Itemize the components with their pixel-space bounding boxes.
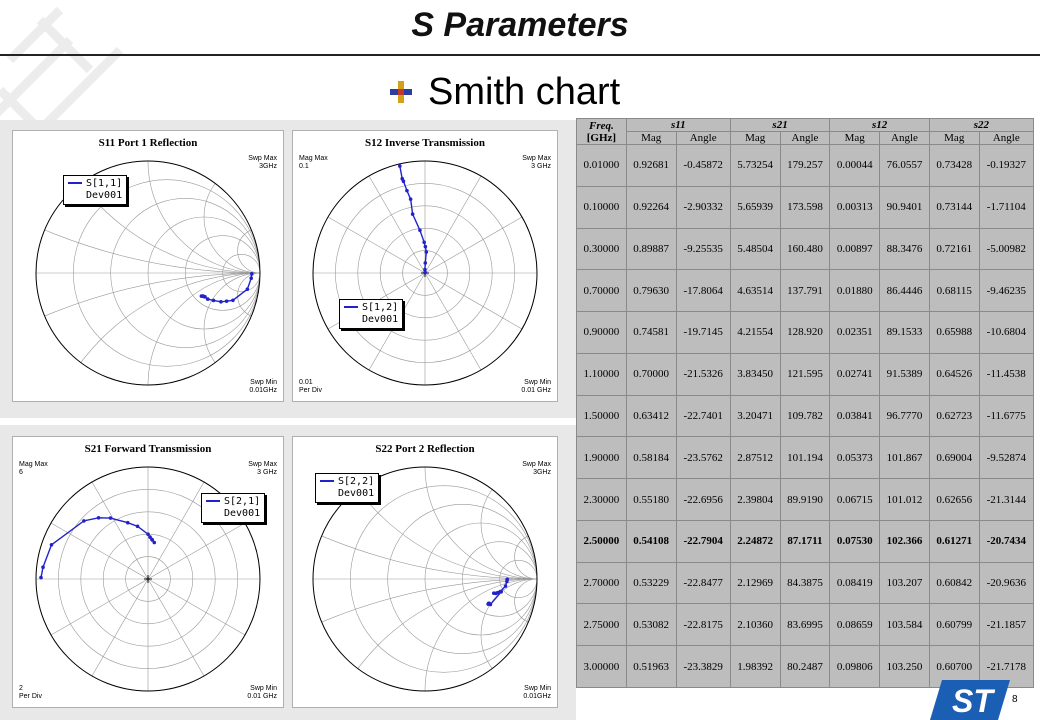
sweep-max-label: Swp Max 3GHz bbox=[248, 155, 277, 170]
trace-marker bbox=[249, 276, 253, 280]
chart-s22 bbox=[292, 436, 558, 708]
trace-marker bbox=[492, 591, 496, 595]
value-cell: 0.64526 bbox=[929, 353, 979, 395]
freq-cell: 2.70000 bbox=[577, 562, 627, 604]
value-cell: 0.53229 bbox=[626, 562, 676, 604]
sweep-max-label: Swp Max 3GHz bbox=[522, 461, 551, 476]
chart-legend bbox=[63, 175, 127, 205]
subheader-cell: Angle bbox=[979, 132, 1033, 145]
value-cell: -21.1857 bbox=[979, 604, 1033, 646]
value-cell: 2.12969 bbox=[730, 562, 780, 604]
value-cell: 96.7770 bbox=[880, 395, 930, 437]
legend-trace-label: S[2,2] bbox=[338, 476, 375, 487]
trace-marker bbox=[246, 287, 250, 291]
trace-marker bbox=[200, 294, 204, 298]
trace-marker bbox=[39, 576, 43, 580]
legend-line bbox=[344, 306, 358, 308]
table-row bbox=[577, 228, 1034, 270]
chart-s11 bbox=[12, 130, 284, 402]
trace-marker bbox=[424, 245, 428, 249]
value-cell: 4.63514 bbox=[730, 270, 780, 312]
value-cell: 76.0557 bbox=[880, 145, 930, 187]
value-cell: 83.6995 bbox=[780, 604, 830, 646]
freq-header bbox=[577, 119, 627, 145]
legend-device-label: Dev001 bbox=[224, 508, 261, 519]
value-cell: 0.09806 bbox=[830, 646, 880, 688]
value-cell: 0.65988 bbox=[929, 312, 979, 354]
value-cell: -5.00982 bbox=[979, 228, 1033, 270]
value-cell: -23.5762 bbox=[676, 437, 730, 479]
value-cell: 0.79630 bbox=[626, 270, 676, 312]
trace-marker bbox=[411, 212, 415, 216]
value-cell: -2.90332 bbox=[676, 186, 730, 228]
value-cell: -0.45872 bbox=[676, 145, 730, 187]
chart-s21 bbox=[12, 436, 284, 708]
st-logo bbox=[930, 680, 1010, 720]
value-cell: 101.194 bbox=[780, 437, 830, 479]
value-cell: 0.73428 bbox=[929, 145, 979, 187]
value-cell: -11.6775 bbox=[979, 395, 1033, 437]
value-cell: 0.02351 bbox=[830, 312, 880, 354]
sweep-min-label: Swp Min 0.01GHz bbox=[249, 379, 277, 394]
value-cell: 0.08419 bbox=[830, 562, 880, 604]
value-cell: -21.5326 bbox=[676, 353, 730, 395]
freq-cell: 1.90000 bbox=[577, 437, 627, 479]
value-cell: 160.480 bbox=[780, 228, 830, 270]
freq-cell: 2.50000 bbox=[577, 520, 627, 562]
value-cell: 0.89887 bbox=[626, 228, 676, 270]
sweep-min-label: Swp Min 0.01 GHz bbox=[521, 379, 551, 394]
value-cell: -9.46235 bbox=[979, 270, 1033, 312]
freq-cell: 1.50000 bbox=[577, 395, 627, 437]
value-cell: 0.60700 bbox=[929, 646, 979, 688]
subtitle-text: Smith chart bbox=[428, 70, 621, 113]
table-row bbox=[577, 562, 1034, 604]
value-cell: -22.7401 bbox=[676, 395, 730, 437]
value-cell: 0.70000 bbox=[626, 353, 676, 395]
freq-cell: 0.70000 bbox=[577, 270, 627, 312]
table-row bbox=[577, 270, 1034, 312]
value-cell: 0.51963 bbox=[626, 646, 676, 688]
subheader-cell: Mag bbox=[830, 132, 880, 145]
legend-device-label: Dev001 bbox=[362, 314, 399, 325]
table-row bbox=[577, 520, 1034, 562]
value-cell: 103.207 bbox=[880, 562, 930, 604]
sweep-min-label: Swp Min 0.01 GHz bbox=[247, 685, 277, 700]
trace-marker bbox=[225, 299, 229, 303]
table-row bbox=[577, 437, 1034, 479]
chart-title: S12 Inverse Transmission bbox=[364, 137, 485, 149]
legend-line bbox=[320, 480, 334, 482]
value-cell: 80.2487 bbox=[780, 646, 830, 688]
freq-cell: 0.01000 bbox=[577, 145, 627, 187]
trace-marker bbox=[152, 541, 156, 545]
trace-marker bbox=[212, 299, 216, 303]
chart-title: S22 Port 2 Reflection bbox=[375, 443, 475, 455]
value-cell: 0.62723 bbox=[929, 395, 979, 437]
value-cell: 103.250 bbox=[880, 646, 930, 688]
value-cell: 0.92681 bbox=[626, 145, 676, 187]
mag-max-label: Mag Max 0.1 bbox=[299, 155, 328, 170]
value-cell: 0.73144 bbox=[929, 186, 979, 228]
value-cell: 137.791 bbox=[780, 270, 830, 312]
mag-max-label: Mag Max 6 bbox=[19, 461, 48, 476]
value-cell: -21.3144 bbox=[979, 479, 1033, 521]
value-cell: 0.00044 bbox=[830, 145, 880, 187]
value-cell: 109.782 bbox=[780, 395, 830, 437]
trace-marker bbox=[231, 298, 235, 302]
value-cell: 4.21554 bbox=[730, 312, 780, 354]
subheader-cell: Mag bbox=[929, 132, 979, 145]
table-row bbox=[577, 312, 1034, 354]
value-cell: 0.63412 bbox=[626, 395, 676, 437]
value-cell: 2.24872 bbox=[730, 520, 780, 562]
table-row bbox=[577, 479, 1034, 521]
value-cell: 0.69004 bbox=[929, 437, 979, 479]
per-div-label: 2 Per Div bbox=[19, 685, 42, 700]
freq-unit-label: [GHz] bbox=[586, 131, 617, 144]
chart-legend bbox=[201, 493, 265, 523]
value-cell: 101.867 bbox=[880, 437, 930, 479]
subheader-cell: Mag bbox=[730, 132, 780, 145]
value-cell: 0.68115 bbox=[929, 270, 979, 312]
trace-marker bbox=[219, 300, 223, 304]
value-cell: 3.20471 bbox=[730, 395, 780, 437]
value-cell: -19.7145 bbox=[676, 312, 730, 354]
freq-cell: 2.75000 bbox=[577, 604, 627, 646]
freq-cell: 2.30000 bbox=[577, 479, 627, 521]
value-cell: 101.012 bbox=[880, 479, 930, 521]
value-cell: 173.598 bbox=[780, 186, 830, 228]
value-cell: 0.05373 bbox=[830, 437, 880, 479]
legend-trace-label: S[1,2] bbox=[362, 302, 399, 313]
value-cell: 2.39804 bbox=[730, 479, 780, 521]
group-header-s21: s21 bbox=[730, 119, 830, 132]
value-cell: -22.7904 bbox=[676, 520, 730, 562]
trace-marker bbox=[136, 525, 140, 529]
trace-marker bbox=[505, 580, 509, 584]
value-cell: 0.60799 bbox=[929, 604, 979, 646]
chart-title: S11 Port 1 Reflection bbox=[98, 137, 198, 149]
value-cell: 0.00313 bbox=[830, 186, 880, 228]
value-cell: 0.55180 bbox=[626, 479, 676, 521]
s-parameter-table bbox=[576, 118, 1034, 688]
value-cell: 102.366 bbox=[880, 520, 930, 562]
value-cell: 3.83450 bbox=[730, 353, 780, 395]
value-cell: -0.19327 bbox=[979, 145, 1033, 187]
value-cell: 0.53082 bbox=[626, 604, 676, 646]
group-header-s12: s12 bbox=[830, 119, 930, 132]
table-row bbox=[577, 186, 1034, 228]
table-row bbox=[577, 604, 1034, 646]
value-cell: 86.4446 bbox=[880, 270, 930, 312]
freq-cell: 0.30000 bbox=[577, 228, 627, 270]
value-cell: 103.584 bbox=[880, 604, 930, 646]
legend-trace-label: S[1,1] bbox=[86, 178, 123, 189]
value-cell: -9.52874 bbox=[979, 437, 1033, 479]
trace-marker bbox=[250, 272, 254, 276]
value-cell: 90.9401 bbox=[880, 186, 930, 228]
value-cell: 0.60842 bbox=[929, 562, 979, 604]
trace-marker bbox=[405, 189, 409, 193]
chart-s12 bbox=[292, 130, 558, 402]
page-title: S Parameters bbox=[411, 6, 629, 44]
subheader-cell: Angle bbox=[676, 132, 730, 145]
value-cell: 0.03841 bbox=[830, 395, 880, 437]
value-cell: -21.7178 bbox=[979, 646, 1033, 688]
value-cell: -20.7434 bbox=[979, 520, 1033, 562]
trace-marker bbox=[41, 565, 45, 569]
value-cell: 0.07530 bbox=[830, 520, 880, 562]
value-cell: -10.6804 bbox=[979, 312, 1033, 354]
page-number: 8 bbox=[1012, 694, 1018, 705]
table-row bbox=[577, 395, 1034, 437]
freq-cell: 0.90000 bbox=[577, 312, 627, 354]
value-cell: -22.6956 bbox=[676, 479, 730, 521]
value-cell: 91.5389 bbox=[880, 353, 930, 395]
value-cell: -22.8477 bbox=[676, 562, 730, 604]
trace-marker bbox=[97, 516, 101, 520]
subheader-cell: Mag bbox=[626, 132, 676, 145]
value-cell: 84.3875 bbox=[780, 562, 830, 604]
value-cell: -11.4538 bbox=[979, 353, 1033, 395]
polar-chart bbox=[305, 153, 545, 393]
title-divider bbox=[0, 54, 1040, 56]
legend-line bbox=[206, 500, 220, 502]
freq-cell: 1.10000 bbox=[577, 353, 627, 395]
value-cell: 0.54108 bbox=[626, 520, 676, 562]
table-subheader-row bbox=[577, 132, 1034, 145]
legend-trace-label: S[2,1] bbox=[224, 496, 261, 507]
sweep-max-label: Swp Max 3 GHz bbox=[522, 155, 551, 170]
trace-marker bbox=[82, 519, 86, 523]
value-cell: 87.1711 bbox=[780, 520, 830, 562]
bullet-icon bbox=[390, 81, 412, 103]
group-header-s22: s22 bbox=[929, 119, 1033, 132]
value-cell: 0.01880 bbox=[830, 270, 880, 312]
chart-title: S21 Forward Transmission bbox=[84, 443, 212, 455]
value-cell: 88.3476 bbox=[880, 228, 930, 270]
table-row bbox=[577, 145, 1034, 187]
trace-marker bbox=[486, 602, 490, 606]
value-cell: 0.58184 bbox=[626, 437, 676, 479]
value-cell: 0.92264 bbox=[626, 186, 676, 228]
value-cell: 2.87512 bbox=[730, 437, 780, 479]
value-cell: 121.595 bbox=[780, 353, 830, 395]
value-cell: 128.920 bbox=[780, 312, 830, 354]
value-cell: -20.9636 bbox=[979, 562, 1033, 604]
sweep-min-label: Swp Min 0.01GHz bbox=[523, 685, 551, 700]
value-cell: -23.3829 bbox=[676, 646, 730, 688]
legend-device-label: Dev001 bbox=[338, 488, 375, 499]
value-cell: 0.00897 bbox=[830, 228, 880, 270]
table-group-header-row bbox=[577, 119, 1034, 132]
trace-marker bbox=[423, 261, 427, 265]
freq-cell: 0.10000 bbox=[577, 186, 627, 228]
sweep-max-label: Swp Max 3 GHz bbox=[248, 461, 277, 476]
value-cell: -1.71104 bbox=[979, 186, 1033, 228]
table-body bbox=[577, 145, 1034, 688]
value-cell: 0.06715 bbox=[830, 479, 880, 521]
chart-legend bbox=[315, 473, 379, 503]
value-cell: -9.25535 bbox=[676, 228, 730, 270]
subheader-cell: Angle bbox=[780, 132, 830, 145]
value-cell: 89.1533 bbox=[880, 312, 930, 354]
trace-marker bbox=[422, 241, 426, 245]
value-cell: 0.74581 bbox=[626, 312, 676, 354]
trace-marker bbox=[499, 590, 503, 594]
value-cell: 0.02741 bbox=[830, 353, 880, 395]
value-cell: 0.61271 bbox=[929, 520, 979, 562]
trace-marker bbox=[50, 543, 54, 547]
trace-marker bbox=[504, 584, 508, 588]
trace-marker bbox=[398, 164, 402, 168]
value-cell: 0.72161 bbox=[929, 228, 979, 270]
legend-line bbox=[68, 182, 82, 184]
legend-device-label: Dev001 bbox=[86, 190, 123, 201]
trace-marker bbox=[109, 516, 113, 520]
svg-text:ST: ST bbox=[952, 683, 993, 719]
value-cell: 2.10360 bbox=[730, 604, 780, 646]
per-div-label: 0.01 Per Div bbox=[299, 379, 322, 394]
group-header-s11: s11 bbox=[626, 119, 730, 132]
trace-marker bbox=[423, 268, 427, 272]
trace-marker bbox=[425, 250, 429, 254]
value-cell: 179.257 bbox=[780, 145, 830, 187]
s-parameter-table-container bbox=[576, 118, 1034, 688]
value-cell: 1.98392 bbox=[730, 646, 780, 688]
trace-marker bbox=[126, 521, 130, 525]
value-cell: 5.73254 bbox=[730, 145, 780, 187]
value-cell: 0.62656 bbox=[929, 479, 979, 521]
trace-marker bbox=[400, 177, 404, 181]
trace-marker bbox=[409, 197, 413, 201]
table-row bbox=[577, 353, 1034, 395]
subtitle-row bbox=[390, 70, 620, 114]
value-cell: 5.48504 bbox=[730, 228, 780, 270]
trace-marker bbox=[418, 228, 422, 232]
chart-legend bbox=[339, 299, 403, 329]
value-cell: 5.65939 bbox=[730, 186, 780, 228]
freq-cell: 3.00000 bbox=[577, 646, 627, 688]
value-cell: 0.08659 bbox=[830, 604, 880, 646]
freq-header-label: Freq. bbox=[589, 119, 614, 132]
value-cell: -22.8175 bbox=[676, 604, 730, 646]
value-cell: 89.9190 bbox=[780, 479, 830, 521]
value-cell: -17.8064 bbox=[676, 270, 730, 312]
subheader-cell: Angle bbox=[880, 132, 930, 145]
